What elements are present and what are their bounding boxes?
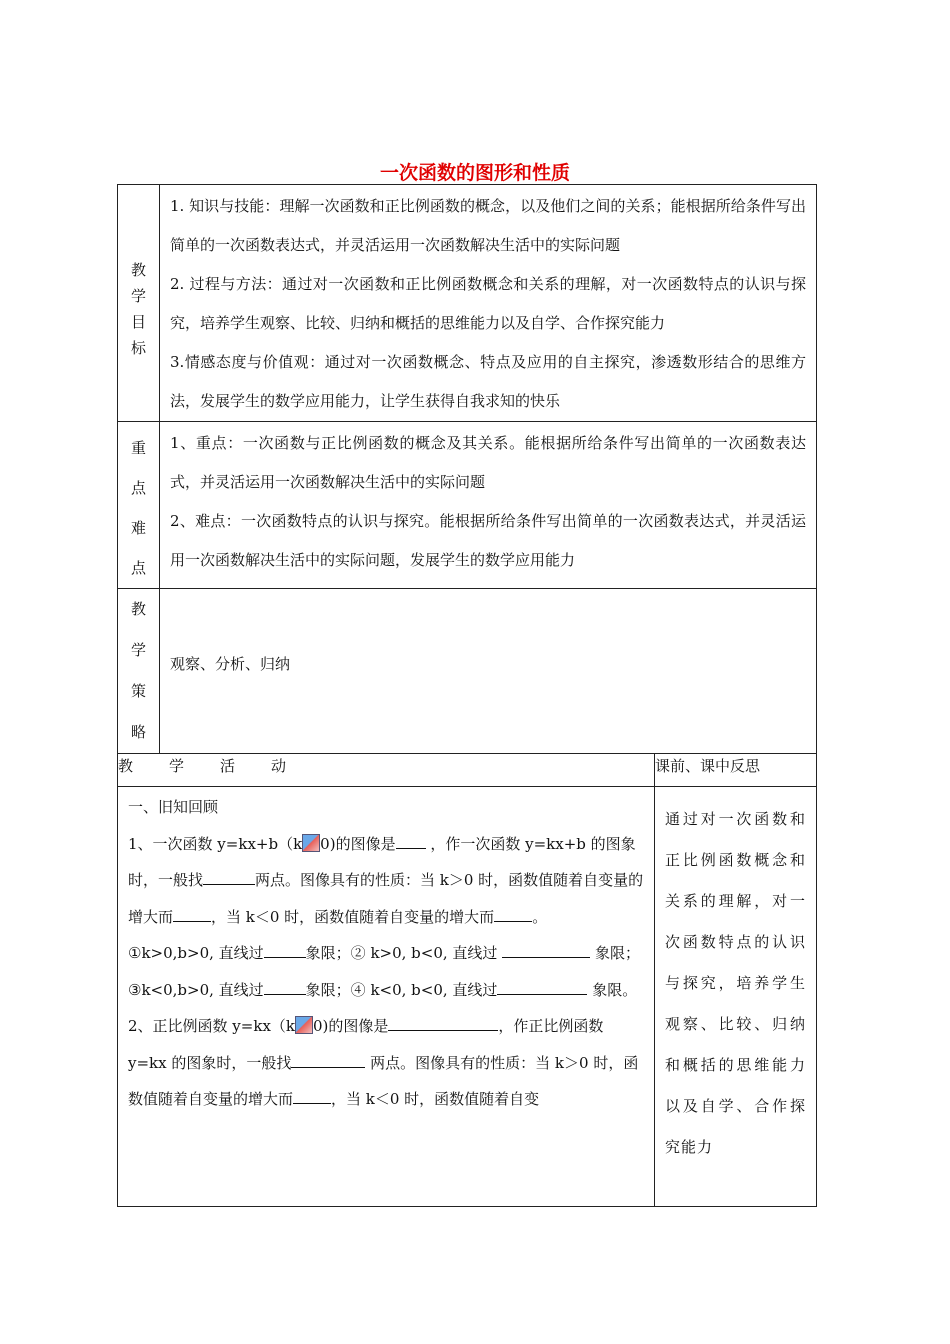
key-points-label-char: 点 — [130, 559, 146, 577]
section-heading: 一、旧知回顾 — [128, 798, 219, 816]
key-points-content-cell — [160, 422, 817, 589]
strategy-label-cell — [118, 589, 160, 754]
answer-blank[interactable] — [497, 979, 587, 995]
answer-blank[interactable] — [291, 1052, 365, 1068]
goal-item: 3.情感态度与价值观：通过对一次函数概念、特点及应用的自主探究，渗透数形结合的思维方法，发展学生的数学应用能力，让学生获得自我求知的快乐 — [170, 353, 806, 410]
reflect-header-cell: 课前、课中反思 — [655, 754, 817, 787]
answer-blank[interactable] — [388, 1015, 498, 1031]
condition-line-1: ①k>0,b>0, 直线过 象限；② k>0, b<0, 直线过 象限； — [128, 944, 641, 962]
strategy-content-cell — [160, 589, 817, 754]
key-points-label-char: 难 — [130, 519, 146, 537]
activity-row — [118, 787, 817, 1207]
answer-blank[interactable] — [264, 979, 306, 995]
strategy-row — [118, 589, 817, 754]
answer-blank[interactable] — [293, 1088, 331, 1104]
document-title: 一次函数的图形和性质 — [379, 162, 570, 184]
strategy-text: 观察、分析、归纳 — [170, 655, 291, 673]
answer-blank[interactable] — [173, 906, 211, 922]
formula-image-icon — [295, 1016, 313, 1034]
answer-blank[interactable] — [264, 942, 306, 958]
goal-item: 1. 知识与技能：理解一次函数和正比例函数的概念，以及他们之间的关系；能根据所给条件写出简单的一次函数表达式，并灵活运用一次函数解决生活中的实际问题 — [170, 197, 806, 254]
key-points-row — [118, 422, 817, 589]
goals-label-char: 教 — [130, 261, 146, 279]
key-points-label-char: 重 — [130, 439, 146, 457]
strategy-label-char: 教 — [130, 600, 146, 618]
goals-label-char: 目 — [130, 313, 146, 331]
reflect-content-cell — [655, 787, 817, 1207]
question-1: 1、一次函数 y=kx+b（k 0)的图像是 ，作一次函数 y=kx+b 的图象时，一般找 两点。图像具有的性质：当 k＞0 时，函数值随着自变量的增大而 ，当 k＜0 时，函数值随着自变量的增大而 。 — [128, 834, 644, 926]
answer-blank[interactable] — [396, 833, 426, 849]
strategy-label-char: 学 — [130, 641, 146, 659]
activity-header-char: 活 — [220, 757, 236, 775]
key-points-label-cell — [118, 422, 160, 589]
goals-label-cell — [118, 185, 160, 422]
goals-row — [118, 185, 817, 422]
goals-label-char: 标 — [130, 339, 146, 357]
strategy-label-char: 略 — [130, 723, 146, 741]
condition-line-2: ③k<0,b>0, 直线过 象限；④ k<0, b<0, 直线过 象限。 — [128, 980, 638, 999]
key-point-item: 1、重点：一次函数与正比例函数的概念及其关系。能根据所给条件写出简单的一次函数表达式，并灵活运用一次函数解决生活中的实际问题 — [170, 434, 806, 491]
goal-item: 2. 过程与方法：通过对一次函数和正比例函数概念和关系的理解，对一次函数特点的认识与探究，培养学生观察、比较、归纳和概括的思维能力以及自学、合作探究能力 — [170, 275, 806, 332]
activity-header-row — [118, 754, 817, 787]
activity-header-char: 学 — [169, 757, 185, 775]
activity-header-char: 教 — [118, 757, 134, 775]
key-points-label-char: 点 — [130, 479, 146, 497]
activity-header-char: 动 — [271, 757, 287, 775]
reflect-text: 通过对一次函数和正比例函数概念和关系的理解，对一次函数特点的认识与探究，培养学生观察、比较、归纳和概括的思维能力以及自学、合作探究能力 — [665, 810, 806, 1156]
answer-blank[interactable] — [494, 906, 532, 922]
goals-label-char: 学 — [130, 287, 146, 305]
key-point-item: 2、难点：一次函数特点的认识与探究。能根据所给条件写出简单的一次函数表达式，并灵活运用一次函数解决生活中的实际问题，发展学生的数学应用能力 — [170, 512, 806, 569]
goals-content-cell — [160, 185, 817, 422]
answer-blank[interactable] — [502, 942, 590, 958]
answer-blank[interactable] — [203, 869, 255, 885]
question-2: 2、正比例函数 y=kx（k 0)的图像是 ，作正比例函数 y=kx 的图象时，一般找 两点。图像具有的性质：当 k＞0 时，函数值随着自变量的增大而 ，当 k＜0 时，函数值随着自变 — [128, 1017, 639, 1108]
activity-content-cell — [118, 787, 655, 1207]
formula-image-icon — [302, 834, 320, 852]
lesson-plan-table — [117, 184, 817, 1207]
activity-header-cell — [118, 754, 655, 787]
strategy-label-char: 策 — [130, 682, 146, 700]
